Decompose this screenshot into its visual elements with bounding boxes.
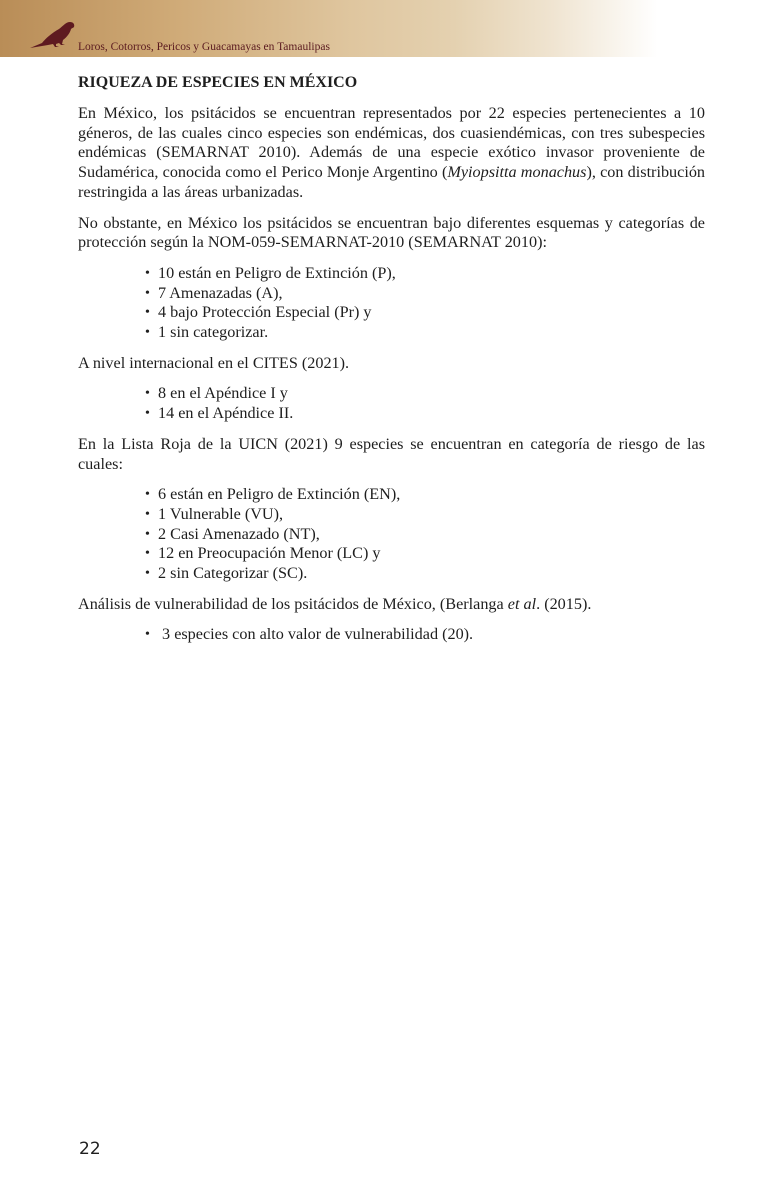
page-content — [78, 74, 705, 656]
list-item-text: 4 bajo Protección Especial (Pr) y — [158, 303, 372, 322]
list-item — [145, 625, 705, 645]
list-item-text: 12 en Preocupación Menor (LC) y — [158, 544, 381, 563]
list-item-text: 2 Casi Amenazado (NT), — [158, 524, 320, 543]
running-header — [0, 0, 783, 57]
list-item — [145, 264, 705, 284]
list-item — [145, 404, 705, 424]
paragraph-cites: A nivel internacional en el CITES (2021). — [78, 353, 350, 372]
paragraph-text: Análisis de vulnerabilidad de los psitácidos de México, (Berlanga — [78, 594, 508, 613]
list-cites-appendices — [78, 384, 705, 423]
list-item-text: 8 en el Apéndice I y — [158, 384, 288, 403]
paragraph-species-richness — [78, 104, 705, 203]
bullet-icon: • — [145, 406, 150, 422]
paragraph-vulnerability — [78, 595, 705, 615]
bullet-icon: • — [145, 305, 150, 321]
list-item — [145, 544, 705, 564]
bullet-icon: • — [145, 627, 150, 643]
bullet-icon: • — [145, 285, 150, 301]
list-item-text: 2 sin Categorizar (SC). — [158, 564, 308, 583]
bullet-icon: • — [145, 386, 150, 402]
list-item-text: 6 están en Peligro de Extinción (EN), — [158, 485, 401, 504]
bullet-icon: • — [145, 506, 150, 522]
list-item — [145, 384, 705, 404]
section-heading: RIQUEZA DE ESPECIES EN MÉXICO — [78, 74, 358, 91]
list-nom-059-categories — [78, 264, 705, 343]
bullet-icon: • — [145, 265, 150, 281]
list-item — [145, 303, 705, 323]
list-item — [145, 505, 705, 525]
paragraph-text: . (2015). — [536, 594, 592, 613]
parrot-silhouette-icon — [28, 20, 80, 50]
list-item-text: 10 están en Peligro de Extinción (P), — [158, 263, 396, 282]
list-vulnerability — [78, 625, 705, 645]
list-item-text: 3 especies con alto valor de vulnerabilidad (20). — [158, 625, 474, 644]
bullet-icon: • — [145, 526, 150, 542]
paragraph-text: ), con distribución restringida a las áreas urbanizadas. — [78, 163, 706, 201]
paragraph-uicn: En la Lista Roja de la UICN (2021) 9 especies se encuentran en categoría de riesgo de las cuales: — [78, 434, 705, 473]
list-uicn-categories — [78, 485, 705, 584]
list-item — [145, 323, 705, 343]
paragraph-text: En México, los psitácidos se encuentran representados por 22 especies pertenecientes a 10 géneros, de las cuales cinco especies son endémicas, dos cuasiendémicas, con tres subespecies endémicas (SEMARNAT 2010). Además de una especie exótico invasor proveniente de Sudamérica, conocida como el Perico Monje Argentino ( — [78, 104, 705, 182]
list-item-text: 14 en el Apéndice II. — [158, 404, 294, 423]
bullet-icon: • — [145, 325, 150, 341]
list-item-text: 1 Vulnerable (VU), — [158, 504, 284, 523]
list-item — [145, 525, 705, 545]
bullet-icon: • — [145, 546, 150, 562]
list-item-text: 7 Amenazadas (A), — [158, 283, 283, 302]
page-number: 22 — [79, 1139, 101, 1159]
citation-italic: et al — [507, 594, 537, 613]
list-item — [145, 485, 705, 505]
bullet-icon: • — [145, 487, 150, 503]
list-item — [145, 564, 705, 584]
paragraph-nom-059: No obstante, en México los psitácidos se encuentran bajo diferentes esquemas y categorías de protección según la NOM-059-SEMARNAT-2010 (SEMARNAT 2010): — [78, 213, 705, 252]
running-header-title: Loros, Cotorros, Pericos y Guacamayas en Tamaulipas — [78, 41, 330, 53]
species-name-italic: Myiopsitta monachus — [447, 163, 587, 182]
list-item — [145, 284, 705, 304]
list-item-text: 1 sin categorizar. — [158, 323, 269, 342]
bullet-icon: • — [145, 566, 150, 582]
